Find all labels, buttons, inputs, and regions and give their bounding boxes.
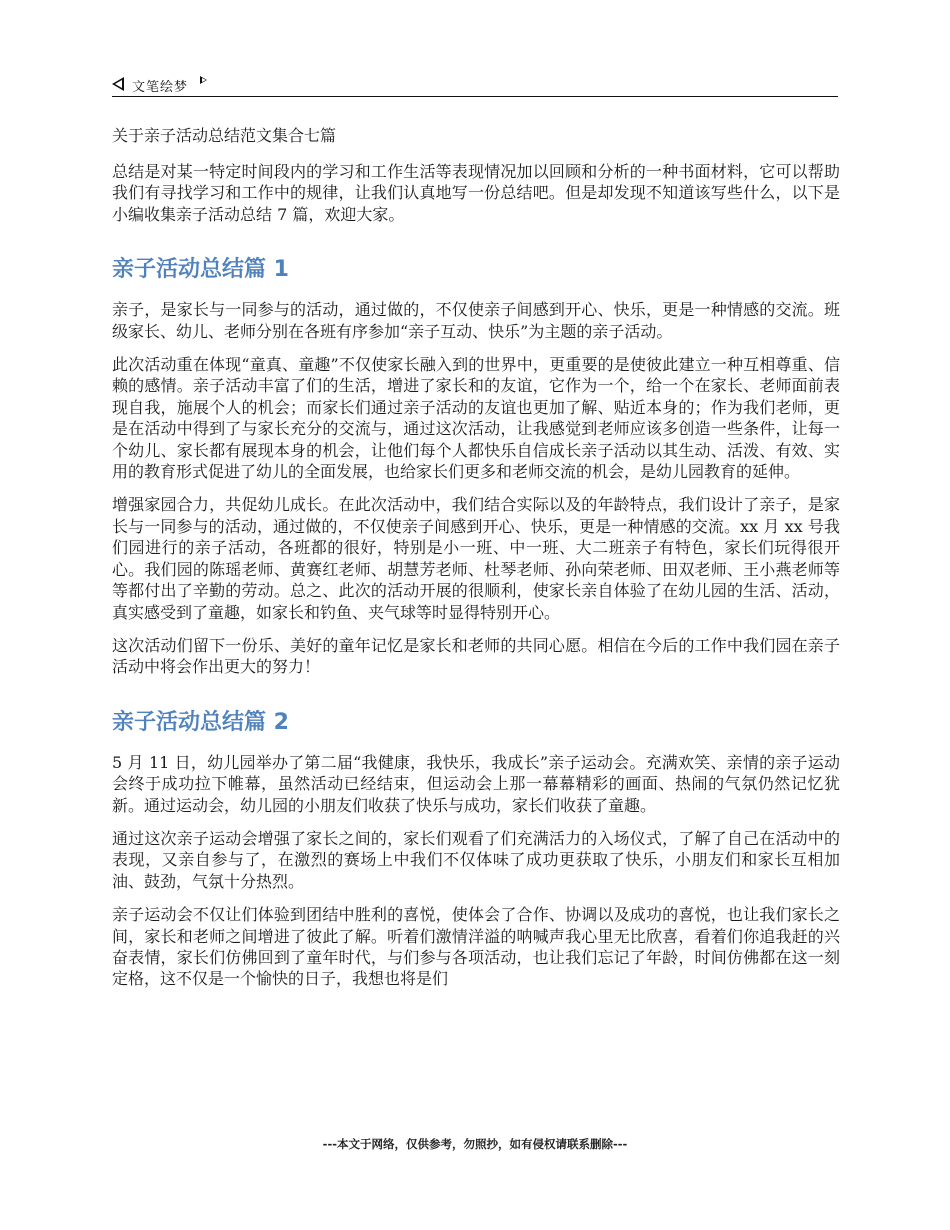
section-1-paragraph: 这次活动们留下一份乐、美好的童年记忆是家长和老师的共同心愿。相信在今后的工作中我们园在亲子活动中将会作出更大的努力！	[112, 635, 840, 677]
triangle-left-icon	[112, 77, 124, 91]
section-2-paragraph: 通过这次亲子运动会增强了家长之间的，家长们观看了们充满活力的入场仪式，了解了自己在活动中的表现，又亲自参与了，在激烈的赛场上中我们不仅体味了成功更获取了快乐，小朋友们和家长互相加油、鼓劲，气氛十分热烈。	[112, 828, 840, 891]
header-brand: 文笔绘梦	[132, 79, 189, 95]
document-body	[112, 125, 840, 1002]
page-header	[112, 72, 838, 97]
triangle-right-icon	[200, 76, 207, 84]
section-heading-1: 亲子活动总结篇 1	[112, 257, 289, 283]
section-1-paragraph: 增强家园合力，共促幼儿成长。在此次活动中，我们结合实际以及的年龄特点，我们设计了亲子，是家长与一同参与的活动，通过做的，不仅使亲子间感到开心、快乐，更是一种情感的交流。xx 月 xx 号我们园进行的亲子活动，各班都的很好，特别是小一班、中一班、大二班亲子有特色，家长们玩得很开心。我们园的陈瑶老师、黄赛红老师、胡慧芳老师、杜琴老师、孙向荣老师、田双老师、王小燕老师等等都付出了辛勤的劳动。总之、此次的活动开展的很顺利，使家长亲自体验了在幼儿园的生活、活动，真实感受到了童趣，如家长和钓鱼、夹气球等时显得特别开心。	[112, 495, 840, 622]
section-1-paragraph: 亲子，是家长与一同参与的活动，通过做的，不仅使亲子间感到开心、快乐，更是一种情感的交流。班级家长、幼儿、老师分别在各班有序参加“亲子互动、快乐”为主题的亲子活动。	[112, 300, 840, 341]
page-footer-notice: ---本文于网络，仅供参考，勿照抄，如有侵权请联系删除---	[322, 1137, 628, 1151]
intro-paragraph: 总结是对某一特定时间段内的学习和工作生活等表现情况加以回顾和分析的一种书面材料，它可以帮助我们有寻找学习和工作中的规律，让我们认真地写一份总结吧。但是却发现不知道该写些什么，以下是小编收集亲子活动总结 7 篇，欢迎大家。	[112, 162, 840, 224]
section-1-paragraph: 此次活动重在体现“童真、童趣”不仅使家长融入到的世界中，更重要的是使彼此建立一种互相尊重、信赖的感情。亲子活动丰富了们的生活，增进了家长和的友谊，它作为一个，给一个在家长、老师面前表现自我，施展个人的机会；而家长们通过亲子活动的友谊也更加了解、贴近本身的；作为我们老师，更是在活动中得到了与家长充分的交流与，通过这次活动，让我感觉到老师应该多创造一些条件，让每一个幼儿、家长都有展现本身的机会，让他们每个人都快乐自信成长亲子活动以其生动、活泼、有效、实用的教育形式促进了幼儿的全面发展，也给家长们更多和老师交流的机会，是幼儿园教育的延伸。	[112, 355, 840, 482]
section-heading-2: 亲子活动总结篇 2	[112, 709, 289, 735]
section-2-paragraph: 亲子运动会不仅让们体验到团结中胜利的喜悦，使体会了合作、协调以及成功的喜悦，也让我们家长之间，家长和老师之间增进了彼此了解。听着们激情洋溢的呐喊声我心里无比欣喜，看着们你追我赶的兴奋表情，家长们仿佛回到了童年时代，与们参与各项活动，也让我们忘记了年龄，时间仿佛都在这一刻定格，这不仅是一个愉快的日子，我想也将是们	[112, 905, 840, 989]
document-title: 关于亲子活动总结范文集合七篇	[112, 126, 337, 145]
section-2-paragraph: 5 月 11 日，幼儿园举办了第二届“我健康，我快乐，我成长”亲子运动会。充满欢笑、亲情的亲子运动会终于成功拉下帷幕，虽然活动已经结束，但运动会上那一幕幕精彩的画面、热闹的气氛仍然记忆犹新。通过运动会，幼儿园的小朋友们收获了快乐与成功，家长们收获了童趣。	[112, 752, 840, 815]
